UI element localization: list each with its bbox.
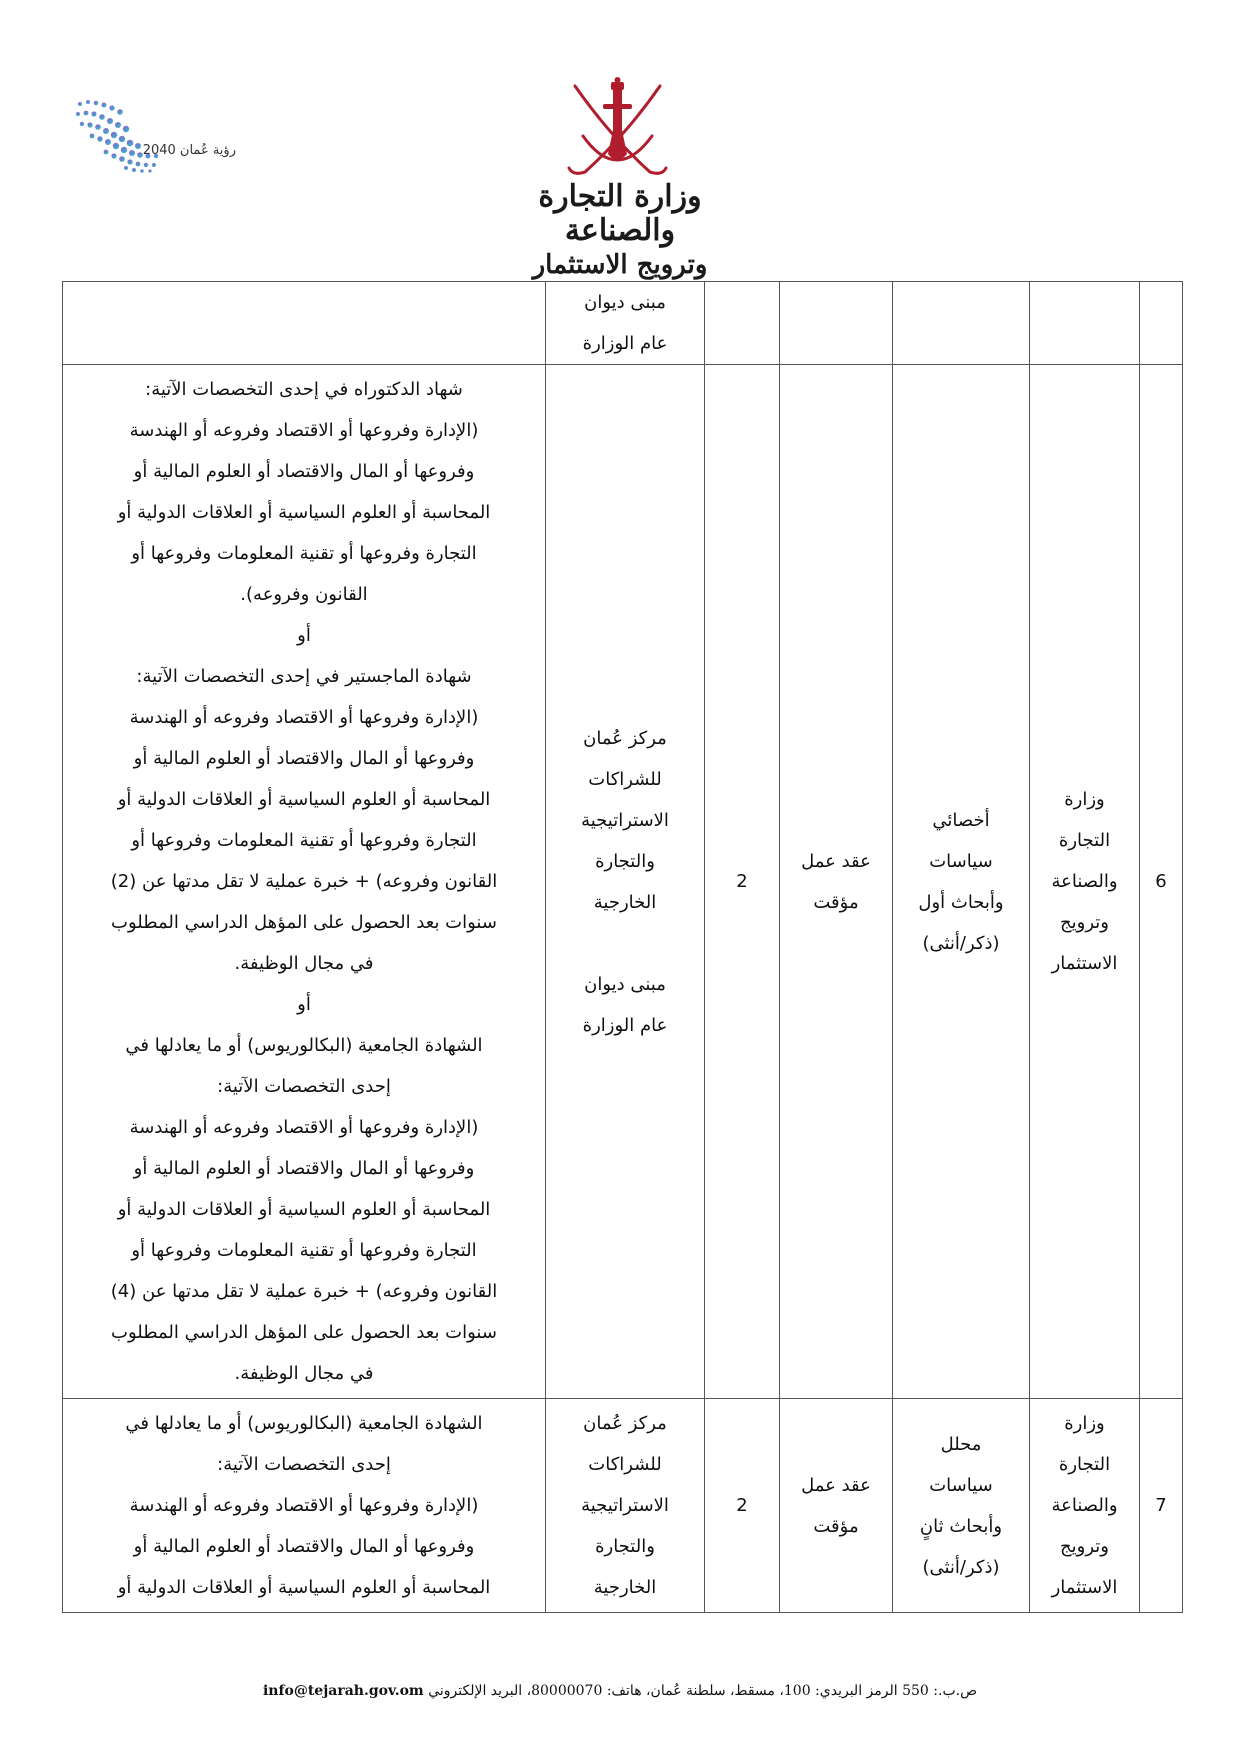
cell-contract [780, 282, 893, 365]
cell-location: مركز عُمان للشراكات الاستراتيجية والتجارة الخارجية مبنى ديوان عام الوزارة [546, 365, 705, 1399]
oman-emblem [555, 76, 680, 184]
page-footer [0, 1683, 1240, 1699]
table-row [63, 365, 1183, 1399]
cell-contract: عقد عمل مؤقت [780, 365, 893, 1399]
cell-ministry: وزارة التجارة والصناعة وترويج الاستثمار [1030, 365, 1140, 1399]
cell-qualifications [63, 282, 546, 365]
khanjar-emblem-icon [555, 76, 680, 184]
cell-job-title [893, 282, 1030, 365]
job-vacancies-table [62, 281, 1183, 1613]
cell-count: 2 [705, 1399, 780, 1613]
ministry-name-line2: وترويج الاستثمار [532, 250, 708, 280]
cell-ministry [1030, 282, 1140, 365]
cell-contract: عقد عمل مؤقت [780, 1399, 893, 1613]
cell-number: 7 [1140, 1399, 1183, 1613]
ministry-name-line1: وزارة التجارة والصناعة [538, 179, 702, 248]
vision-logo-label: رؤية عُمان 2040 [142, 143, 236, 158]
table-row-continuation [63, 282, 1183, 365]
footer-email: info@tejarah.gov.om [262, 1683, 424, 1699]
cell-number: 6 [1140, 365, 1183, 1399]
cell-count: 2 [705, 365, 780, 1399]
cell-number [1140, 282, 1183, 365]
cell-location: مبنى ديوان عام الوزارة [546, 282, 705, 365]
vision-2040-swirl-icon [70, 96, 240, 186]
cell-qualifications: شهاد الدكتوراه في إحدى التخصصات الآتية: (الإدارة وفروعها أو الاقتصاد وفروعه أو الهندسة وفروعها أو المال والاقتصاد أو العلوم المالية أو المحاسبة أو العلوم السياسية أو العلاقات الدولية أو التجارة وفروعها أو تقنية المعلومات وفروعها أو القانون وفروعه). أو شهادة الماجستير في إحدى التخصصات الآتية: (الإدارة وفروعها أو الاقتصاد وفروعه أو الهندسة وفروعها أو المال والاقتصاد أو العلوم المالية أو المحاسبة أو العلوم السياسية أو العلاقات الدولية أو التجارة وفروعها أو تقنية المعلومات وفروعها أو القانون وفروعه) + خبرة عملية لا تقل مدتها عن (2) سنوات بعد الحصول على المؤهل الدراسي المطلوب في مجال الوظيفة. أو الشهادة الجامعية (البكالوريوس) أو ما يعادلها في إحدى التخصصات الآتية: (الإدارة وفروعها أو الاقتصاد وفروعه أو الهندسة وفروعها أو المال والاقتصاد أو العلوم المالية أو المحاسبة أو العلوم السياسية أو العلاقات الدولية أو التجارة وفروعها أو تقنية المعلومات وفروعها أو القانون وفروعه) + خبرة عملية لا تقل مدتها عن (4) سنوات بعد الحصول على المؤهل الدراسي المطلوب في مجال الوظيفة. [63, 365, 546, 1399]
cell-job-title: محلل سياسات وأبحاث ثانٍ (ذكر/أنثى) [893, 1399, 1030, 1613]
footer-address: ص.ب.: 550 الرمز البريدي: 100، مسقط، سلطنة عُمان، هاتف: 80000070، البريد الإلكتروني [428, 1683, 978, 1699]
cell-ministry: وزارة التجارة والصناعة وترويج الاستثمار [1030, 1399, 1140, 1613]
oman-vision-2040-logo [70, 96, 240, 186]
cell-job-title: أخصائي سياسات وأبحاث أول (ذكر/أنثى) [893, 365, 1030, 1399]
cell-qualifications: الشهادة الجامعية (البكالوريوس) أو ما يعادلها في إحدى التخصصات الآتية: (الإدارة وفروعها أو الاقتصاد وفروعه أو الهندسة وفروعها أو المال والاقتصاد أو العلوم المالية أو المحاسبة أو العلوم السياسية أو العلاقات الدولية أو [63, 1399, 546, 1613]
ministry-logo-wordmark [500, 180, 740, 282]
table-row [63, 1399, 1183, 1613]
cell-count [705, 282, 780, 365]
cell-location: مركز عُمان للشراكات الاستراتيجية والتجارة الخارجية [546, 1399, 705, 1613]
